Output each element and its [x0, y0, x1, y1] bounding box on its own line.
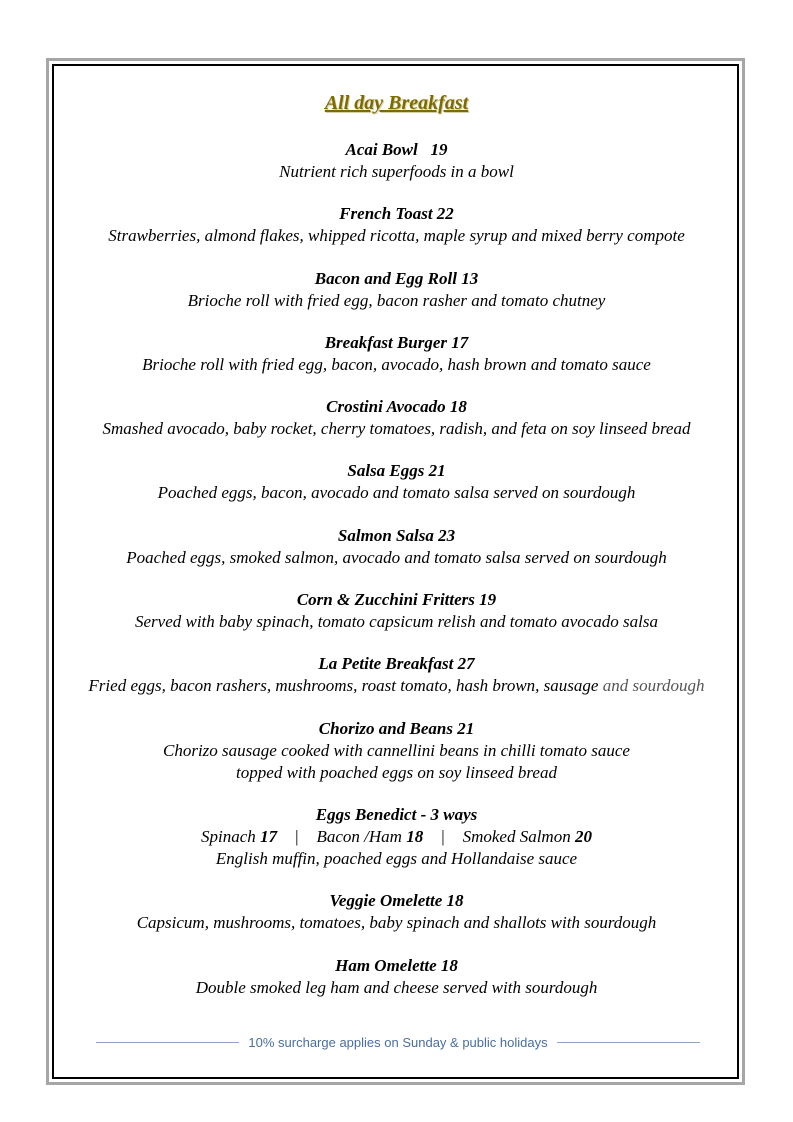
variant-price: 17 [260, 826, 278, 846]
variant-label: Bacon /Ham [316, 826, 402, 846]
item-name: French Toast 22 [339, 204, 454, 224]
item-name: Salmon Salsa 23 [337, 525, 456, 545]
item-description-main: Fried eggs, bacon rashers, mushrooms, roast tomato, hash brown, sausage [88, 676, 599, 696]
variant-label: Spinach [201, 826, 256, 846]
menu-item-corn-zucchini-fritters [48, 589, 745, 633]
item-description: Served with baby spinach, tomato capsicum relish and tomato avocado salsa [134, 612, 658, 632]
item-description: Strawberries, almond flakes, whipped ricotta, maple syrup and mixed berry compote [108, 226, 685, 246]
menu-item-crostini-avocado [48, 396, 745, 440]
menu-item-ham-omelette [48, 955, 745, 999]
item-description: Chorizo sausage cooked with cannellini beans in chilli tomato sauce [163, 740, 630, 760]
variant-label: Smoked Salmon [462, 826, 571, 846]
surcharge-footer [96, 1032, 700, 1052]
item-name: Salsa Eggs 21 [347, 461, 446, 481]
item-name: Ham Omelette 18 [335, 955, 458, 975]
menu-item-veggie-omelette [48, 890, 745, 934]
menu-item-salsa-eggs [48, 460, 745, 504]
item-description: Poached eggs, smoked salmon, avocado and tomato salsa served on sourdough [126, 547, 667, 567]
item-description-extra: and sourdough [598, 676, 705, 696]
menu-item-breakfast-burger [48, 332, 745, 376]
item-name: Acai Bowl 19 [345, 140, 448, 159]
menu-title: All day Breakfast [324, 92, 469, 114]
item-description: Brioche roll with fried egg, bacon rasher and tomato chutney [187, 290, 606, 310]
variant-spinach [201, 827, 277, 846]
item-name: Eggs Benedict - 3 ways [315, 804, 478, 824]
menu-item-salmon-salsa [48, 525, 745, 569]
item-description-line-2: topped with poached eggs on soy linseed bread [236, 762, 557, 782]
item-description: Smashed avocado, baby rocket, cherry tomatoes, radish, and feta on soy linseed bread [102, 419, 691, 439]
menu-item-acai-bowl [48, 139, 745, 183]
variant-separator: | [441, 826, 445, 846]
item-name: Breakfast Burger 17 [324, 332, 469, 352]
item-description: Nutrient rich superfoods in a bowl [279, 162, 514, 181]
variant-price: 18 [406, 826, 424, 846]
item-description: Double smoked leg ham and cheese served with sourdough [195, 977, 598, 997]
item-description: English muffin, poached eggs and Hollandaise sauce [215, 848, 578, 868]
item-name: La Petite Breakfast 27 [318, 654, 475, 674]
footer-rule-left [96, 1042, 239, 1043]
item-name: Chorizo and Beans 21 [318, 718, 475, 738]
variant-price: 20 [574, 826, 592, 846]
menu-list [48, 139, 745, 1019]
item-name: Crostini Avocado 18 [326, 397, 467, 417]
menu-item-la-petite-breakfast [48, 653, 745, 697]
item-description [0, 675, 793, 697]
surcharge-note: 10% surcharge applies on Sunday & public holidays [248, 1034, 548, 1050]
item-description: Capsicum, mushrooms, tomatoes, baby spinach and shallots with sourdough [136, 913, 657, 933]
item-variants [48, 826, 745, 848]
footer-rule-right [557, 1042, 700, 1043]
menu-item-eggs-benedict [48, 804, 745, 870]
item-name: Corn & Zucchini Fritters 19 [296, 590, 497, 610]
menu-item-chorizo-beans [48, 718, 745, 784]
variant-bacon-ham [316, 827, 423, 846]
variant-smoked-salmon [463, 827, 592, 846]
item-name: Veggie Omelette 18 [329, 891, 464, 911]
item-name: Bacon and Egg Roll 13 [314, 268, 479, 288]
variant-separator: | [295, 826, 299, 846]
menu-item-bacon-egg-roll [48, 268, 745, 312]
item-description: Poached eggs, bacon, avocado and tomato salsa served on sourdough [157, 483, 636, 503]
item-description: Brioche roll with fried egg, bacon, avocado, hash brown and tomato sauce [142, 354, 651, 374]
menu-item-french-toast [48, 203, 745, 247]
